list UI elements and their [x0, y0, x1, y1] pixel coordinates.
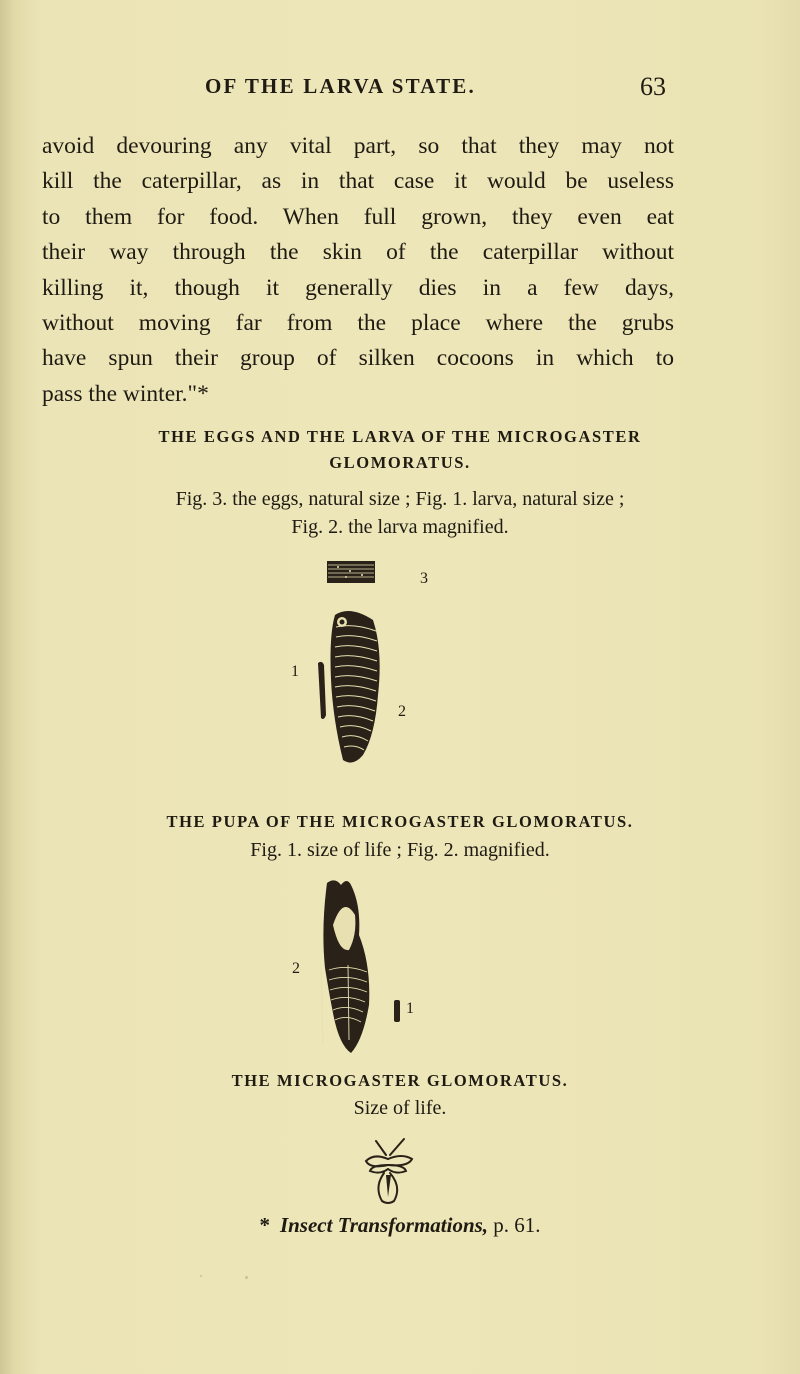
text-line: kill the caterpillar, as in that case it would be useless	[42, 168, 674, 195]
text-line: killing it, though it generally dies in a few days,	[42, 274, 674, 301]
pupa-illustration	[315, 875, 415, 1060]
figure-caption: Fig. 3. the eggs, natural size ; Fig. 1. larva, natural size ;	[175, 488, 625, 510]
footnote-title: Insect Transformations,	[279, 1213, 489, 1237]
figure-label: 1	[406, 1000, 414, 1017]
footnote-ref: p. 61.	[493, 1213, 541, 1237]
footnote-marker: *	[259, 1213, 270, 1237]
eggs-icon	[290, 555, 410, 775]
text-line: avoid devouring any vital part, so that they may not	[42, 133, 674, 159]
adult-wasp-illustration	[360, 1135, 430, 1210]
running-head	[0, 74, 800, 104]
text-line: have spun their group of silken cocoons in which to	[42, 345, 674, 372]
paper-speck	[200, 1275, 202, 1277]
figure-label: 2	[292, 960, 300, 977]
figure-label: 1	[291, 663, 299, 680]
figure-heading: THE MICROGASTER GLOMORATUS.	[231, 1071, 569, 1090]
footnote	[0, 1213, 800, 1238]
body-paragraph	[42, 129, 674, 412]
text-line: pass the winter."*	[42, 380, 209, 407]
figure-heading: THE PUPA OF THE MICROGASTER GLOMORATUS.	[166, 812, 634, 831]
running-head-title: OF THE LARVA STATE.	[205, 74, 476, 98]
figure-heading: THE EGGS AND THE LARVA OF THE MICROGASTER	[158, 427, 642, 446]
pupa-icon	[315, 875, 415, 1060]
page-number: 63	[640, 72, 666, 101]
figure-heading: GLOMORATUS.	[329, 453, 471, 472]
figure-label: 3	[420, 570, 428, 587]
figure-caption: Fig. 1. size of life ; Fig. 2. magnified.	[250, 839, 550, 861]
paper-speck	[245, 1276, 248, 1279]
figure-label: 2	[398, 703, 406, 720]
text-line: their way through the skin of the caterpillar without	[42, 239, 674, 266]
figure-caption: Fig. 2. the larva magnified.	[291, 516, 509, 538]
text-line: to them for food. When full grown, they even eat	[42, 203, 674, 230]
eggs-and-larva-illustration	[290, 555, 410, 775]
figure-caption: Size of life.	[353, 1097, 447, 1119]
wasp-icon	[360, 1135, 430, 1210]
text-line: without moving far from the place where the grubs	[42, 310, 674, 337]
